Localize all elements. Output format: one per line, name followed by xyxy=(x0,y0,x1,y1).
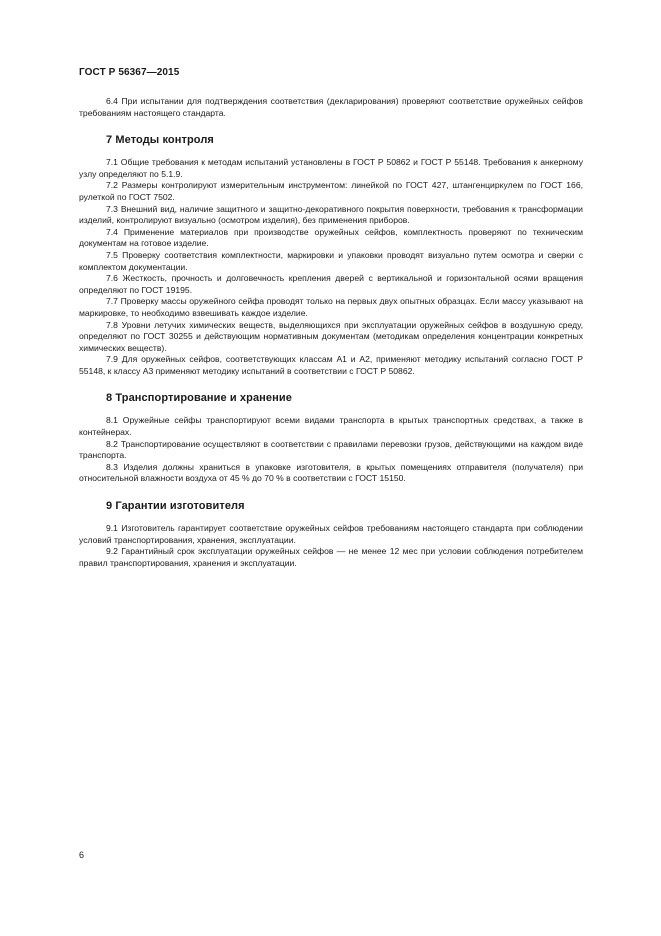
paragraph-7-3: 7.3 Внешний вид, наличие защитного и защитно-декоративного покрытия поверхности, требования к трансформации изделий, контролируют визуально (осмотром изделия), без применения приборов. xyxy=(79,203,583,226)
paragraph-8-1: 8.1 Оружейные сейфы транспортируют всеми видами транспорта в крытых транспортных средствах, а также в контейнерах. xyxy=(79,415,583,438)
paragraph-7-1: 7.1 Общие требования к методам испытаний установлены в ГОСТ Р 50862 и ГОСТ Р 55148. Требования к анкерному узлу определяют по 5.1.9. xyxy=(79,157,583,179)
paragraph-7-4: 7.4 Применение материалов при производстве оружейных сейфов, комплектность проверяют по техническим документам на готовое изделие. xyxy=(79,226,583,249)
paragraph-7-5: 7.5 Проверку соответствия комплектности, маркировки и упаковки проводят визуально путем осмотра и сверки с комплектом документации. xyxy=(79,249,583,272)
paragraph-7-7: 7.7 Проверку массы оружейного сейфа проводят только на первых двух опытных образцах. Если массу указывают на маркировке, то необходимо взвешивать каждое изделие. xyxy=(79,296,583,318)
page-number: 6 xyxy=(79,850,85,860)
paragraph-9-1: 9.1 Изготовитель гарантирует соответствие оружейных сейфов требованиям настоящего стандарта при соблюдении условий транспортирования, хранения, эксплуатации. xyxy=(79,523,583,545)
paragraph-7-2: 7.2 Размеры контролируют измерительным инструментом: линейкой по ГОСТ 427, штангенциркулем по ГОСТ 166, рулеткой по ГОСТ 7502. xyxy=(79,180,583,202)
paragraph-6-4: 6.4 При испытании для подтверждения соответствия (декларирования) проверяют соответствие оружейных сейфов требованиям настоящего стандарта. xyxy=(79,96,583,118)
document-body xyxy=(79,96,583,569)
section-7-heading: 7 Методы контроля xyxy=(106,134,214,147)
section-9-heading: 9 Гарантии изготовителя xyxy=(106,500,245,513)
paragraph-8-3: 8.3 Изделия должны храниться в упаковке изготовителя, в крытых помещениях отправителя (получателя) при относительной влажности воздуха от 45 % до 70 % в соответствии с ГОСТ 15150. xyxy=(79,461,583,484)
paragraph-7-8: 7.8 Уровни летучих химических веществ, выделяющихся при эксплуатации оружейных сейфов в воздушную среду, определяют по ГОСТ 30255 и действующим нормативным документам (методикам определения концентрации конкретных химических веществ). xyxy=(79,319,583,353)
paragraph-8-2: 8.2 Транспортирование осуществляют в соответствии с правилами перевозки грузов, действующими на каждом виде транспорта. xyxy=(79,438,583,461)
paragraph-7-9: 7.9 Для оружейных сейфов, соответствующих классам А1 и А2, применяют методику испытаний согласно ГОСТ Р 55148, к классу А3 применяют методику испытаний в соответствии с ГОСТ Р 50862. xyxy=(79,354,583,376)
paragraph-7-6: 7.6 Жесткость, прочность и долговечность крепления дверей с вертикальной и горизонтальной осями вращения определяют по ГОСТ 19195. xyxy=(79,273,583,295)
paragraph-9-2: 9.2 Гарантийный срок эксплуатации оружейных сейфов — не менее 12 мес при условии соблюдения потребителем правил транспортирования, хранения и эксплуатации. xyxy=(79,546,583,568)
document-header: ГОСТ Р 56367—2015 xyxy=(79,67,180,78)
section-8-heading: 8 Транспортирование и хранение xyxy=(106,392,292,405)
